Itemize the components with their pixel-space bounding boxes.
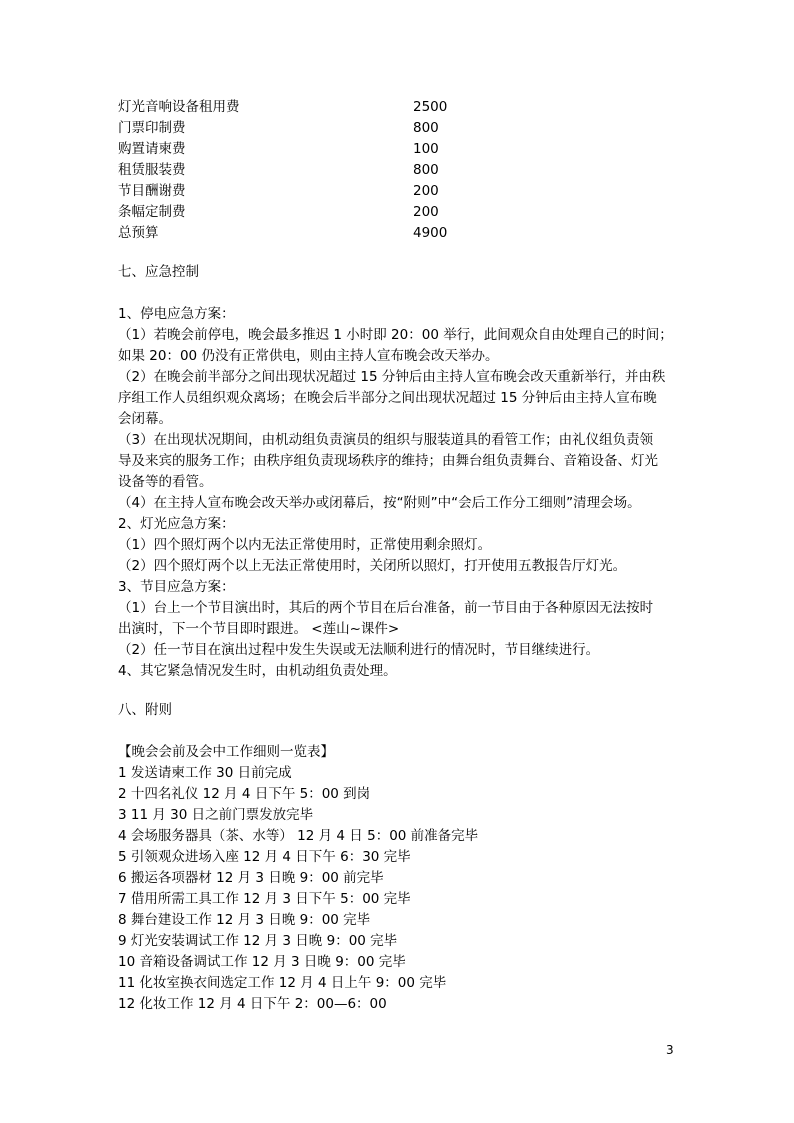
paragraph-line: （1）台上一个节目演出时，其后的两个节目在后台准备，前一节目由于各种原因无法按时 (118, 600, 654, 616)
budget-total-row (118, 223, 518, 244)
budget-amount: 800 (413, 162, 439, 178)
list-item: 8 舞台建设工作 12 月 3 日晚 9：00 完毕 (118, 912, 371, 928)
list-item: 5 引领观众进场入座 12 月 4 日下午 6：30 完毕 (118, 849, 411, 865)
budget-amount: 200 (413, 183, 439, 199)
paragraph-line: 如果 20：00 仍没有正常供电，则由主持人宣布晚会改天举办。 (118, 348, 499, 364)
budget-amount: 100 (413, 141, 439, 157)
section-heading: 八、附则 (118, 702, 172, 718)
budget-item: 灯光音响设备租用费 (118, 99, 240, 115)
page-number: 3 (666, 1043, 674, 1057)
budget-item: 租赁服装费 (118, 162, 186, 178)
budget-row (118, 181, 518, 202)
paragraph-line: 设备等的看管。 (118, 474, 213, 490)
budget-item: 购置请柬费 (118, 141, 186, 157)
list-item: 4 会场服务器具（茶、水等） 12 月 4 日 5：00 前准备完毕 (118, 828, 479, 844)
budget-row (118, 118, 518, 139)
list-item: 6 搬运各项器材 12 月 3 日晚 9：00 前完毕 (118, 870, 384, 886)
list-item: 12 化妆工作 12 月 4 日下午 2：00—6：00 (118, 996, 387, 1012)
budget-item: 总预算 (118, 225, 159, 241)
paragraph-line: 2、灯光应急方案： (118, 516, 235, 532)
list-item: 2 十四名礼仪 12 月 4 日下午 5：00 到岗 (118, 786, 371, 802)
paragraph-line: （1）若晚会前停电，晚会最多推迟 1 小时即 20：00 举行，此间观众自由处理自己的时间； (118, 327, 673, 343)
paragraph-line: （2）在晚会前半部分之间出现状况超过 15 分钟后由主持人宣布晚会改天重新举行，并由秩 (118, 369, 666, 385)
paragraph-line: 出演时，下一个节目即时跟进。 <莲山~课件> (118, 621, 400, 637)
budget-row (118, 97, 518, 118)
budget-item: 节目酬谢费 (118, 183, 186, 199)
budget-row (118, 160, 518, 181)
paragraph-line: （2）任一节目在演出过程中发生失误或无法顺利进行的情况时，节目继续进行。 (118, 642, 600, 658)
table-title: 【晚会会前及会中工作细则一览表】 (118, 744, 334, 760)
budget-item: 条幅定制费 (118, 204, 186, 220)
list-item: 9 灯光安装调试工作 12 月 3 日晚 9：00 完毕 (118, 933, 398, 949)
list-item: 3 11 月 30 日之前门票发放完毕 (118, 807, 314, 823)
paragraph-line: 4、其它紧急情况发生时，由机动组负责处理。 (118, 663, 397, 679)
list-item: 10 音箱设备调试工作 12 月 3 日晚 9：00 完毕 (118, 954, 406, 970)
budget-amount: 800 (413, 120, 439, 136)
list-item: 7 借用所需工具工作 12 月 3 日下午 5：00 完毕 (118, 891, 411, 907)
budget-amount: 4900 (413, 225, 448, 241)
paragraph-line: 1、停电应急方案： (118, 306, 235, 322)
budget-item: 门票印制费 (118, 120, 186, 136)
paragraph-line: 3、节目应急方案： (118, 579, 235, 595)
budget-amount: 200 (413, 204, 439, 220)
paragraph-line: （3）在出现状况期间，由机动组负责演员的组织与服装道具的看管工作；由礼仪组负责领 (118, 432, 654, 448)
budget-row (118, 139, 518, 160)
budget-row (118, 202, 518, 223)
paragraph-line: 序组工作人员组织观众离场；在晚会后半部分之间出现状况超过 15 分钟后由主持人宣布晚 (118, 390, 657, 406)
paragraph-line: 会闭幕。 (118, 411, 172, 427)
budget-amount: 2500 (413, 99, 448, 115)
paragraph-line: 导及来宾的服务工作；由秩序组负责现场秩序的维持；由舞台组负责舞台、音箱设备、灯光 (118, 453, 658, 469)
paragraph-line: （1）四个照灯两个以内无法正常使用时，正常使用剩余照灯。 (118, 537, 492, 553)
paragraph-line: （2）四个照灯两个以上无法正常使用时，关闭所以照灯，打开使用五教报告厅灯光。 (118, 558, 627, 574)
list-item: 11 化妆室换衣间选定工作 12 月 4 日上午 9：00 完毕 (118, 975, 447, 991)
paragraph-line: （4）在主持人宣布晚会改天举办或闭幕后，按“附则”中“会后工作分工细则”清理会场。 (118, 495, 641, 511)
list-item: 1 发送请柬工作 30 日前完成 (118, 765, 292, 781)
section-heading: 七、应急控制 (118, 264, 199, 280)
